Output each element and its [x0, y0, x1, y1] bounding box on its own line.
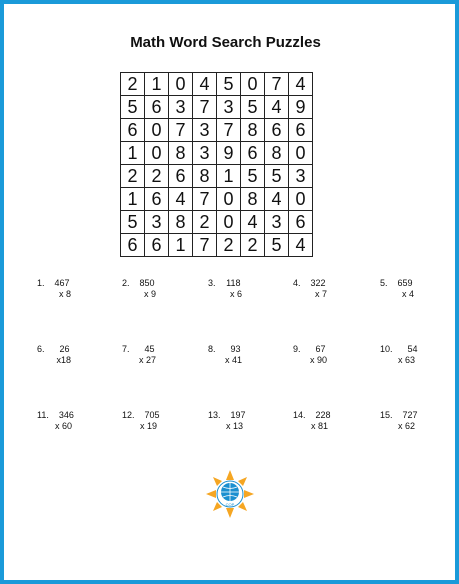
problem-number: 12.	[122, 410, 135, 420]
grid-cell: 3	[145, 211, 169, 234]
grid-row	[121, 96, 313, 119]
grid-cell: 0	[241, 73, 265, 96]
multiplication-problem	[380, 344, 450, 366]
grid-row	[121, 188, 313, 211]
multiplication-problem	[293, 278, 363, 300]
grid-cell: 5	[265, 165, 289, 188]
grid-cell: 3	[193, 119, 217, 142]
grid-cell: 0	[169, 73, 193, 96]
problem-number: 13.	[208, 410, 221, 420]
multiplication-problem	[37, 344, 107, 366]
problem-multiplicand: 93	[230, 344, 241, 354]
grid-cell: 4	[241, 211, 265, 234]
problem-multiplier: x 90	[309, 355, 327, 365]
grid-cell: 1	[121, 188, 145, 211]
grid-cell: 5	[217, 73, 241, 96]
problem-multiplier: x 9	[143, 289, 156, 299]
grid-cell: 4	[289, 234, 313, 257]
grid-cell: 4	[169, 188, 193, 211]
multiplication-problem	[37, 410, 107, 432]
problem-multiplier: x 4	[401, 289, 414, 299]
grid-row	[121, 73, 313, 96]
grid-cell: 2	[121, 165, 145, 188]
problem-multiplier: x 62	[397, 421, 415, 431]
grid-cell: 9	[289, 96, 313, 119]
problem-multiplicand: 727	[402, 410, 418, 420]
grid-row	[121, 165, 313, 188]
grid-cell: 3	[265, 211, 289, 234]
problem-number: 11.	[37, 410, 49, 420]
grid-row	[121, 234, 313, 257]
grid-cell: 2	[193, 211, 217, 234]
problem-multiplier: x 7	[314, 289, 327, 299]
grid-cell: 4	[265, 188, 289, 211]
problem-multiplier: x 81	[310, 421, 328, 431]
problem-number: 7.	[122, 344, 130, 354]
problem-number: 3.	[208, 278, 216, 288]
grid-cell: 7	[265, 73, 289, 96]
multiplication-problem	[380, 278, 450, 300]
multiplication-problem	[122, 344, 192, 366]
grid-cell: 0	[217, 188, 241, 211]
page-title: Math Word Search Puzzles	[130, 34, 321, 51]
grid-cell: 8	[193, 165, 217, 188]
grid-cell: 6	[121, 119, 145, 142]
problem-number: 1.	[37, 278, 45, 288]
grid-cell: 6	[145, 188, 169, 211]
multiplication-problem	[208, 410, 278, 432]
grid-cell: 2	[241, 234, 265, 257]
grid-cell: 5	[265, 234, 289, 257]
grid-row	[121, 142, 313, 165]
grid-cell: 8	[241, 188, 265, 211]
grid-cell: 7	[217, 119, 241, 142]
multiplication-problem	[122, 410, 192, 432]
multiplication-problem	[208, 344, 278, 366]
problem-number: 4.	[293, 278, 301, 288]
grid-cell: 7	[193, 96, 217, 119]
problem-number: 2.	[122, 278, 130, 288]
grid-cell: 3	[217, 96, 241, 119]
problem-number: 8.	[208, 344, 216, 354]
grid-cell: 2	[121, 73, 145, 96]
grid-cell: 8	[265, 142, 289, 165]
problem-number: 5.	[380, 278, 388, 288]
logo-text: COP	[225, 502, 235, 507]
multiplication-problem	[293, 410, 363, 432]
grid-cell: 7	[193, 188, 217, 211]
grid-cell: 6	[121, 234, 145, 257]
grid-cell: 5	[241, 96, 265, 119]
grid-cell: 4	[193, 73, 217, 96]
problem-multiplier: x18	[56, 355, 71, 365]
problem-multiplicand: 322	[310, 278, 326, 288]
grid-cell: 8	[169, 211, 193, 234]
grid-cell: 6	[265, 119, 289, 142]
multiplication-problem	[293, 344, 363, 366]
problem-multiplicand: 45	[144, 344, 155, 354]
grid-cell: 2	[145, 165, 169, 188]
grid-row	[121, 211, 313, 234]
problem-multiplicand: 850	[139, 278, 155, 288]
grid-cell: 4	[265, 96, 289, 119]
problem-multiplicand: 705	[144, 410, 160, 420]
grid-cell: 6	[145, 96, 169, 119]
grid-cell: 6	[241, 142, 265, 165]
problem-number: 6.	[37, 344, 45, 354]
grid-cell: 8	[169, 142, 193, 165]
grid-cell: 5	[241, 165, 265, 188]
grid-cell: 9	[217, 142, 241, 165]
grid-cell: 6	[145, 234, 169, 257]
grid-cell: 1	[121, 142, 145, 165]
grid-cell: 7	[169, 119, 193, 142]
grid-cell: 8	[241, 119, 265, 142]
problem-number: 9.	[293, 344, 301, 354]
multiplication-problem	[122, 278, 192, 300]
problem-multiplier: x 19	[139, 421, 157, 431]
problem-multiplier: x 6	[229, 289, 242, 299]
grid-cell: 3	[193, 142, 217, 165]
problem-multiplicand: 118	[226, 278, 241, 288]
grid-cell: 1	[169, 234, 193, 257]
grid-cell: 0	[289, 188, 313, 211]
grid-cell: 6	[169, 165, 193, 188]
problem-multiplier: x 41	[224, 355, 242, 365]
problem-number: 10.	[380, 344, 393, 354]
grid-cell: 3	[169, 96, 193, 119]
problem-multiplier: x 13	[225, 421, 243, 431]
problem-multiplier: x 60	[54, 421, 72, 431]
multiplication-problem	[380, 410, 450, 432]
grid-cell: 2	[217, 234, 241, 257]
grid-cell: 6	[289, 211, 313, 234]
problem-multiplicand: 228	[315, 410, 331, 420]
grid-cell: 5	[121, 211, 145, 234]
problem-multiplicand: 467	[54, 278, 70, 288]
grid-cell: 1	[145, 73, 169, 96]
grid-cell: 3	[289, 165, 313, 188]
grid-cell: 6	[289, 119, 313, 142]
grid-cell: 0	[145, 119, 169, 142]
grid-cell: 0	[145, 142, 169, 165]
globe-sun-logo-icon	[206, 470, 254, 518]
problem-multiplicand: 197	[230, 410, 246, 420]
problem-multiplier: x 27	[138, 355, 156, 365]
problem-number: 15.	[380, 410, 393, 420]
problem-multiplicand: 26	[59, 344, 70, 354]
problem-multiplier: x 8	[58, 289, 71, 299]
grid-cell: 7	[193, 234, 217, 257]
grid-cell: 0	[289, 142, 313, 165]
grid-row	[121, 119, 313, 142]
problem-multiplicand: 346	[58, 410, 74, 420]
multiplication-problem	[37, 278, 107, 300]
problem-number: 14.	[293, 410, 306, 420]
grid-cell: 4	[289, 73, 313, 96]
problem-multiplicand: 659	[397, 278, 413, 288]
problem-multiplier: x 63	[397, 355, 415, 365]
grid-cell: 0	[217, 211, 241, 234]
problem-multiplicand: 54	[407, 344, 418, 354]
problem-multiplicand: 67	[315, 344, 326, 354]
word-search-grid	[120, 72, 313, 257]
grid-cell: 1	[217, 165, 241, 188]
multiplication-problem	[208, 278, 278, 300]
grid-cell: 5	[121, 96, 145, 119]
